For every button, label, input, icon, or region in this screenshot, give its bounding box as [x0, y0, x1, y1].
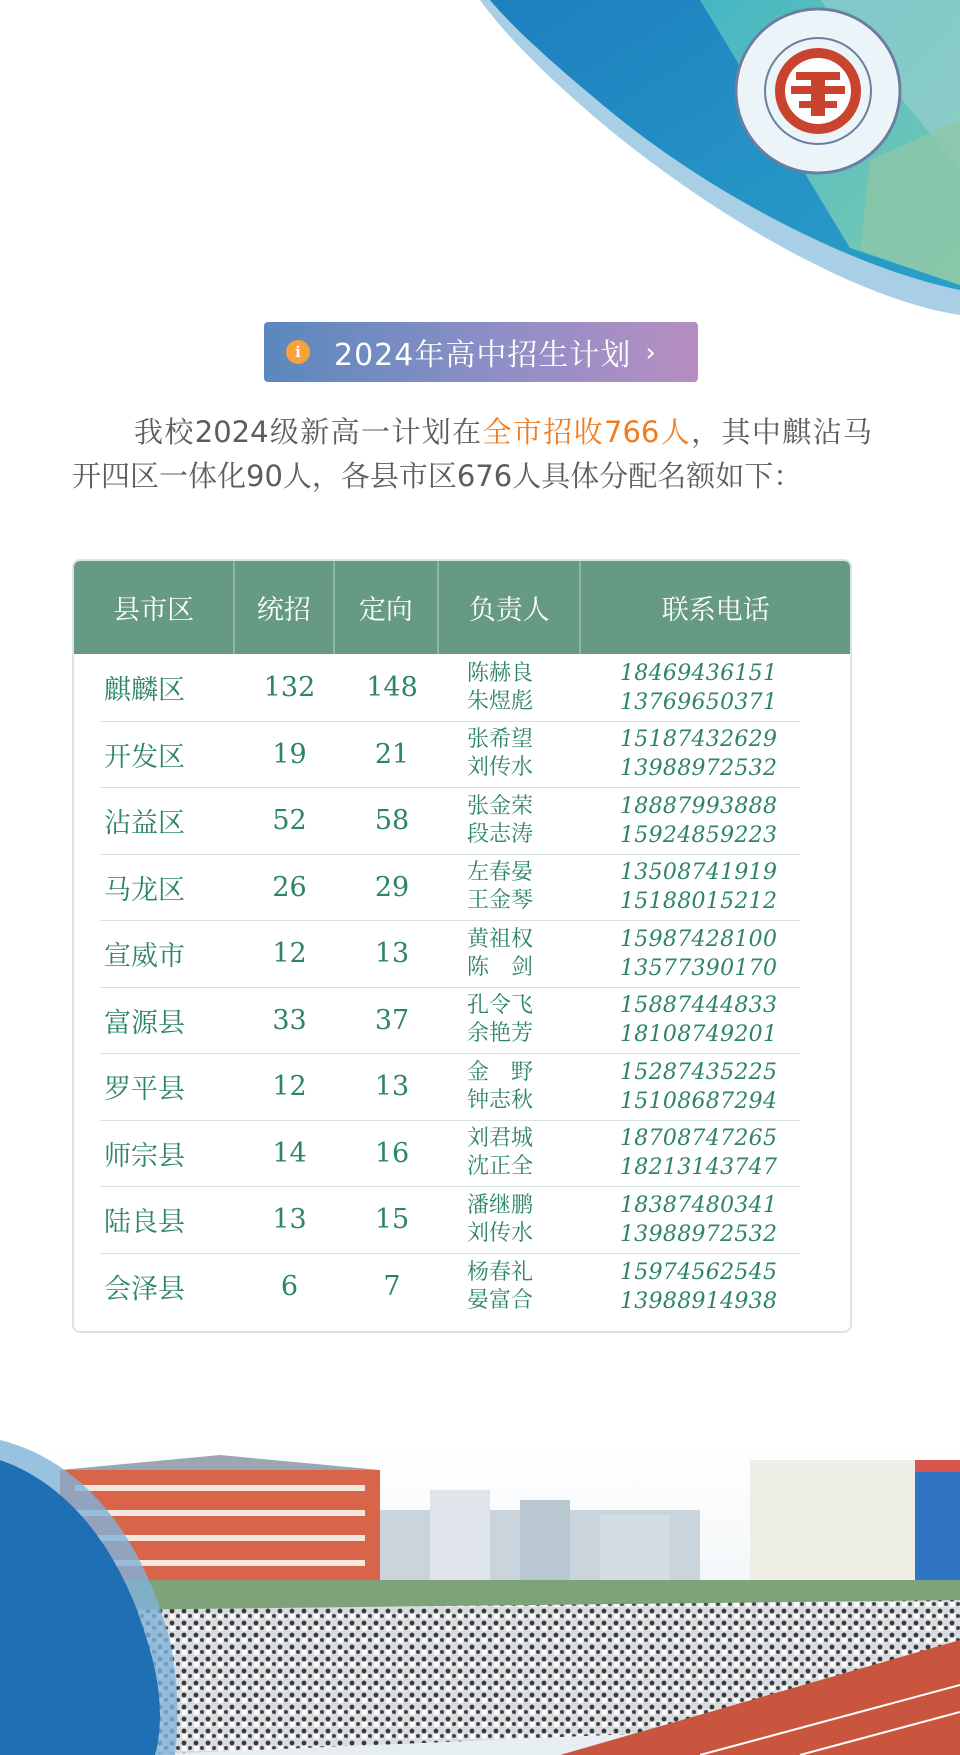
- contact-person-2: 朱煜彪: [467, 688, 534, 714]
- contact-person-2: 段志涛: [467, 821, 534, 847]
- contact-person-2: 晏富合: [467, 1287, 534, 1313]
- contact-person-cell: [447, 660, 572, 716]
- header-dingxiang: 定向: [335, 561, 439, 654]
- campus-photo: [0, 1440, 960, 1755]
- district-cell: 马龙区: [104, 874, 185, 906]
- phone-number-1[interactable]: 18708747265: [620, 1126, 778, 1152]
- tongzhao-cell: 12: [272, 938, 307, 970]
- tongzhao-cell: 14: [272, 1137, 307, 1169]
- phone-number-2[interactable]: 15188015212: [620, 889, 778, 915]
- phone-cell: [572, 1258, 800, 1316]
- contact-person-1: 张金荣: [467, 793, 534, 819]
- district-cell: 沾益区: [104, 808, 185, 840]
- contact-person-2: 余艳芳: [467, 1021, 534, 1047]
- phone-number-2[interactable]: 18108749201: [620, 1022, 778, 1048]
- phone-number-2[interactable]: 13988972532: [620, 756, 778, 782]
- tongzhao-cell: 19: [272, 738, 307, 770]
- phone-number-1[interactable]: 18887993888: [620, 793, 778, 819]
- school-logo: [733, 6, 903, 176]
- district-cell: 麒麟区: [104, 675, 185, 707]
- phone-cell: [572, 925, 800, 983]
- contact-person-1: 刘君城: [467, 1126, 534, 1152]
- phone-cell: [572, 725, 800, 783]
- table-row: [100, 921, 800, 988]
- phone-number-1[interactable]: 18469436151: [620, 660, 778, 686]
- contact-person-1: 孔令飞: [467, 993, 534, 1019]
- contact-person-1: 张希望: [467, 727, 534, 753]
- contact-person-cell: [447, 1259, 572, 1315]
- contact-person-2: 陈 剑: [467, 954, 534, 980]
- table-row: [100, 722, 800, 789]
- contact-person-cell: [447, 1125, 572, 1181]
- table-row: [100, 1254, 800, 1321]
- section-title-banner[interactable]: [264, 322, 698, 382]
- phone-number-2[interactable]: 13577390170: [620, 955, 778, 981]
- contact-person-cell: [447, 926, 572, 982]
- phone-cell: [572, 1058, 800, 1116]
- dingxiang-cell: 13: [374, 1071, 410, 1103]
- contact-person-2: 刘传水: [467, 755, 534, 781]
- dingxiang-cell: 21: [374, 738, 410, 770]
- contact-person-cell: [447, 859, 572, 915]
- tongzhao-cell: 33: [272, 1004, 307, 1036]
- contact-person-1: 黄祖权: [467, 926, 534, 952]
- tongzhao-cell: 132: [263, 672, 316, 704]
- contact-person-cell: [447, 992, 572, 1048]
- table-row: [100, 1054, 800, 1121]
- phone-cell: [572, 991, 800, 1049]
- contact-person-2: 王金琴: [467, 888, 534, 914]
- contact-person-2: 刘传水: [467, 1220, 534, 1246]
- phone-number-1[interactable]: 15987428100: [620, 926, 778, 952]
- phone-cell: [572, 792, 800, 850]
- district-cell: 师宗县: [104, 1140, 185, 1172]
- phone-number-1[interactable]: 18387480341: [620, 1192, 778, 1218]
- district-cell: 陆良县: [104, 1207, 185, 1239]
- phone-number-2[interactable]: 13988972532: [620, 1221, 778, 1247]
- table-row: [100, 1121, 800, 1188]
- header-tongzhao: 统招: [235, 561, 335, 654]
- phone-number-2[interactable]: 15924859223: [620, 822, 778, 848]
- table-body: [100, 655, 800, 1320]
- header-contact-person: 负责人: [439, 561, 581, 654]
- dingxiang-cell: 15: [374, 1204, 410, 1236]
- table-row: [100, 788, 800, 855]
- enrollment-table: [72, 559, 852, 1333]
- dingxiang-cell: 37: [374, 1004, 410, 1036]
- header-phone: 联系电话: [661, 595, 770, 626]
- contact-person-cell: [447, 1192, 572, 1248]
- dingxiang-cell: 16: [374, 1137, 410, 1169]
- contact-person-cell: [447, 1059, 572, 1115]
- phone-cell: [572, 659, 800, 717]
- phone-cell: [572, 1124, 800, 1182]
- table-row: [100, 1187, 800, 1254]
- tongzhao-cell: 52: [272, 805, 307, 837]
- contact-person-1: 左春晏: [467, 860, 534, 886]
- phone-number-1[interactable]: 15974562545: [620, 1259, 778, 1285]
- contact-person-1: 陈赫良: [467, 660, 534, 686]
- table-row: [100, 855, 800, 922]
- dingxiang-cell: 13: [374, 938, 410, 970]
- contact-person-1: 杨春礼: [467, 1259, 534, 1285]
- district-cell: 富源县: [104, 1007, 185, 1039]
- section-title: 2024年高中招生计划: [334, 338, 632, 373]
- contact-person-2: 钟志秋: [467, 1087, 534, 1113]
- district-cell: 开发区: [104, 741, 185, 773]
- phone-number-1[interactable]: 13508741919: [620, 860, 778, 886]
- phone-number-2[interactable]: 18213143747: [620, 1155, 778, 1181]
- contact-person-cell: [447, 726, 572, 782]
- table-row: [100, 988, 800, 1055]
- contact-person-1: 潘继鹏: [467, 1192, 534, 1218]
- phone-number-2[interactable]: 13988914938: [620, 1288, 778, 1314]
- dingxiang-cell: 58: [374, 805, 410, 837]
- intro-text-1: 我校2024级新高一计划在: [134, 415, 483, 449]
- tongzhao-cell: 13: [272, 1204, 307, 1236]
- phone-cell: [572, 1191, 800, 1249]
- tongzhao-cell: 6: [280, 1271, 299, 1303]
- table-header: [74, 561, 850, 654]
- district-cell: 罗平县: [104, 1074, 185, 1106]
- intro-paragraph: [72, 410, 872, 498]
- dingxiang-cell: 148: [366, 672, 418, 704]
- contact-person-cell: [447, 793, 572, 849]
- header-district: 县市区: [74, 561, 235, 654]
- intro-text-2: ，其中麒沾马开四区一体化90人，各县市区676人具体分配名额如下：: [72, 415, 872, 493]
- dingxiang-cell: 7: [383, 1271, 401, 1303]
- district-cell: 宣威市: [104, 941, 185, 973]
- info-icon: i: [286, 340, 310, 364]
- tongzhao-cell: 12: [272, 1071, 307, 1103]
- intro-highlight: 全市招收766人: [482, 415, 692, 449]
- tongzhao-cell: 26: [272, 871, 307, 903]
- table-row: [100, 655, 800, 722]
- dingxiang-cell: 29: [374, 871, 410, 903]
- phone-number-2[interactable]: 15108687294: [620, 1088, 778, 1114]
- contact-person-1: 金 野: [467, 1059, 534, 1085]
- phone-number-1[interactable]: 15887444833: [620, 993, 778, 1019]
- contact-person-2: 沈正全: [467, 1154, 534, 1180]
- phone-number-2[interactable]: 13769650371: [620, 689, 778, 715]
- phone-number-1[interactable]: 15287435225: [620, 1059, 778, 1085]
- phone-cell: [572, 858, 800, 916]
- chevron-right-icon: ›: [645, 338, 656, 368]
- district-cell: 会泽县: [104, 1274, 185, 1306]
- phone-number-1[interactable]: 15187432629: [620, 727, 778, 753]
